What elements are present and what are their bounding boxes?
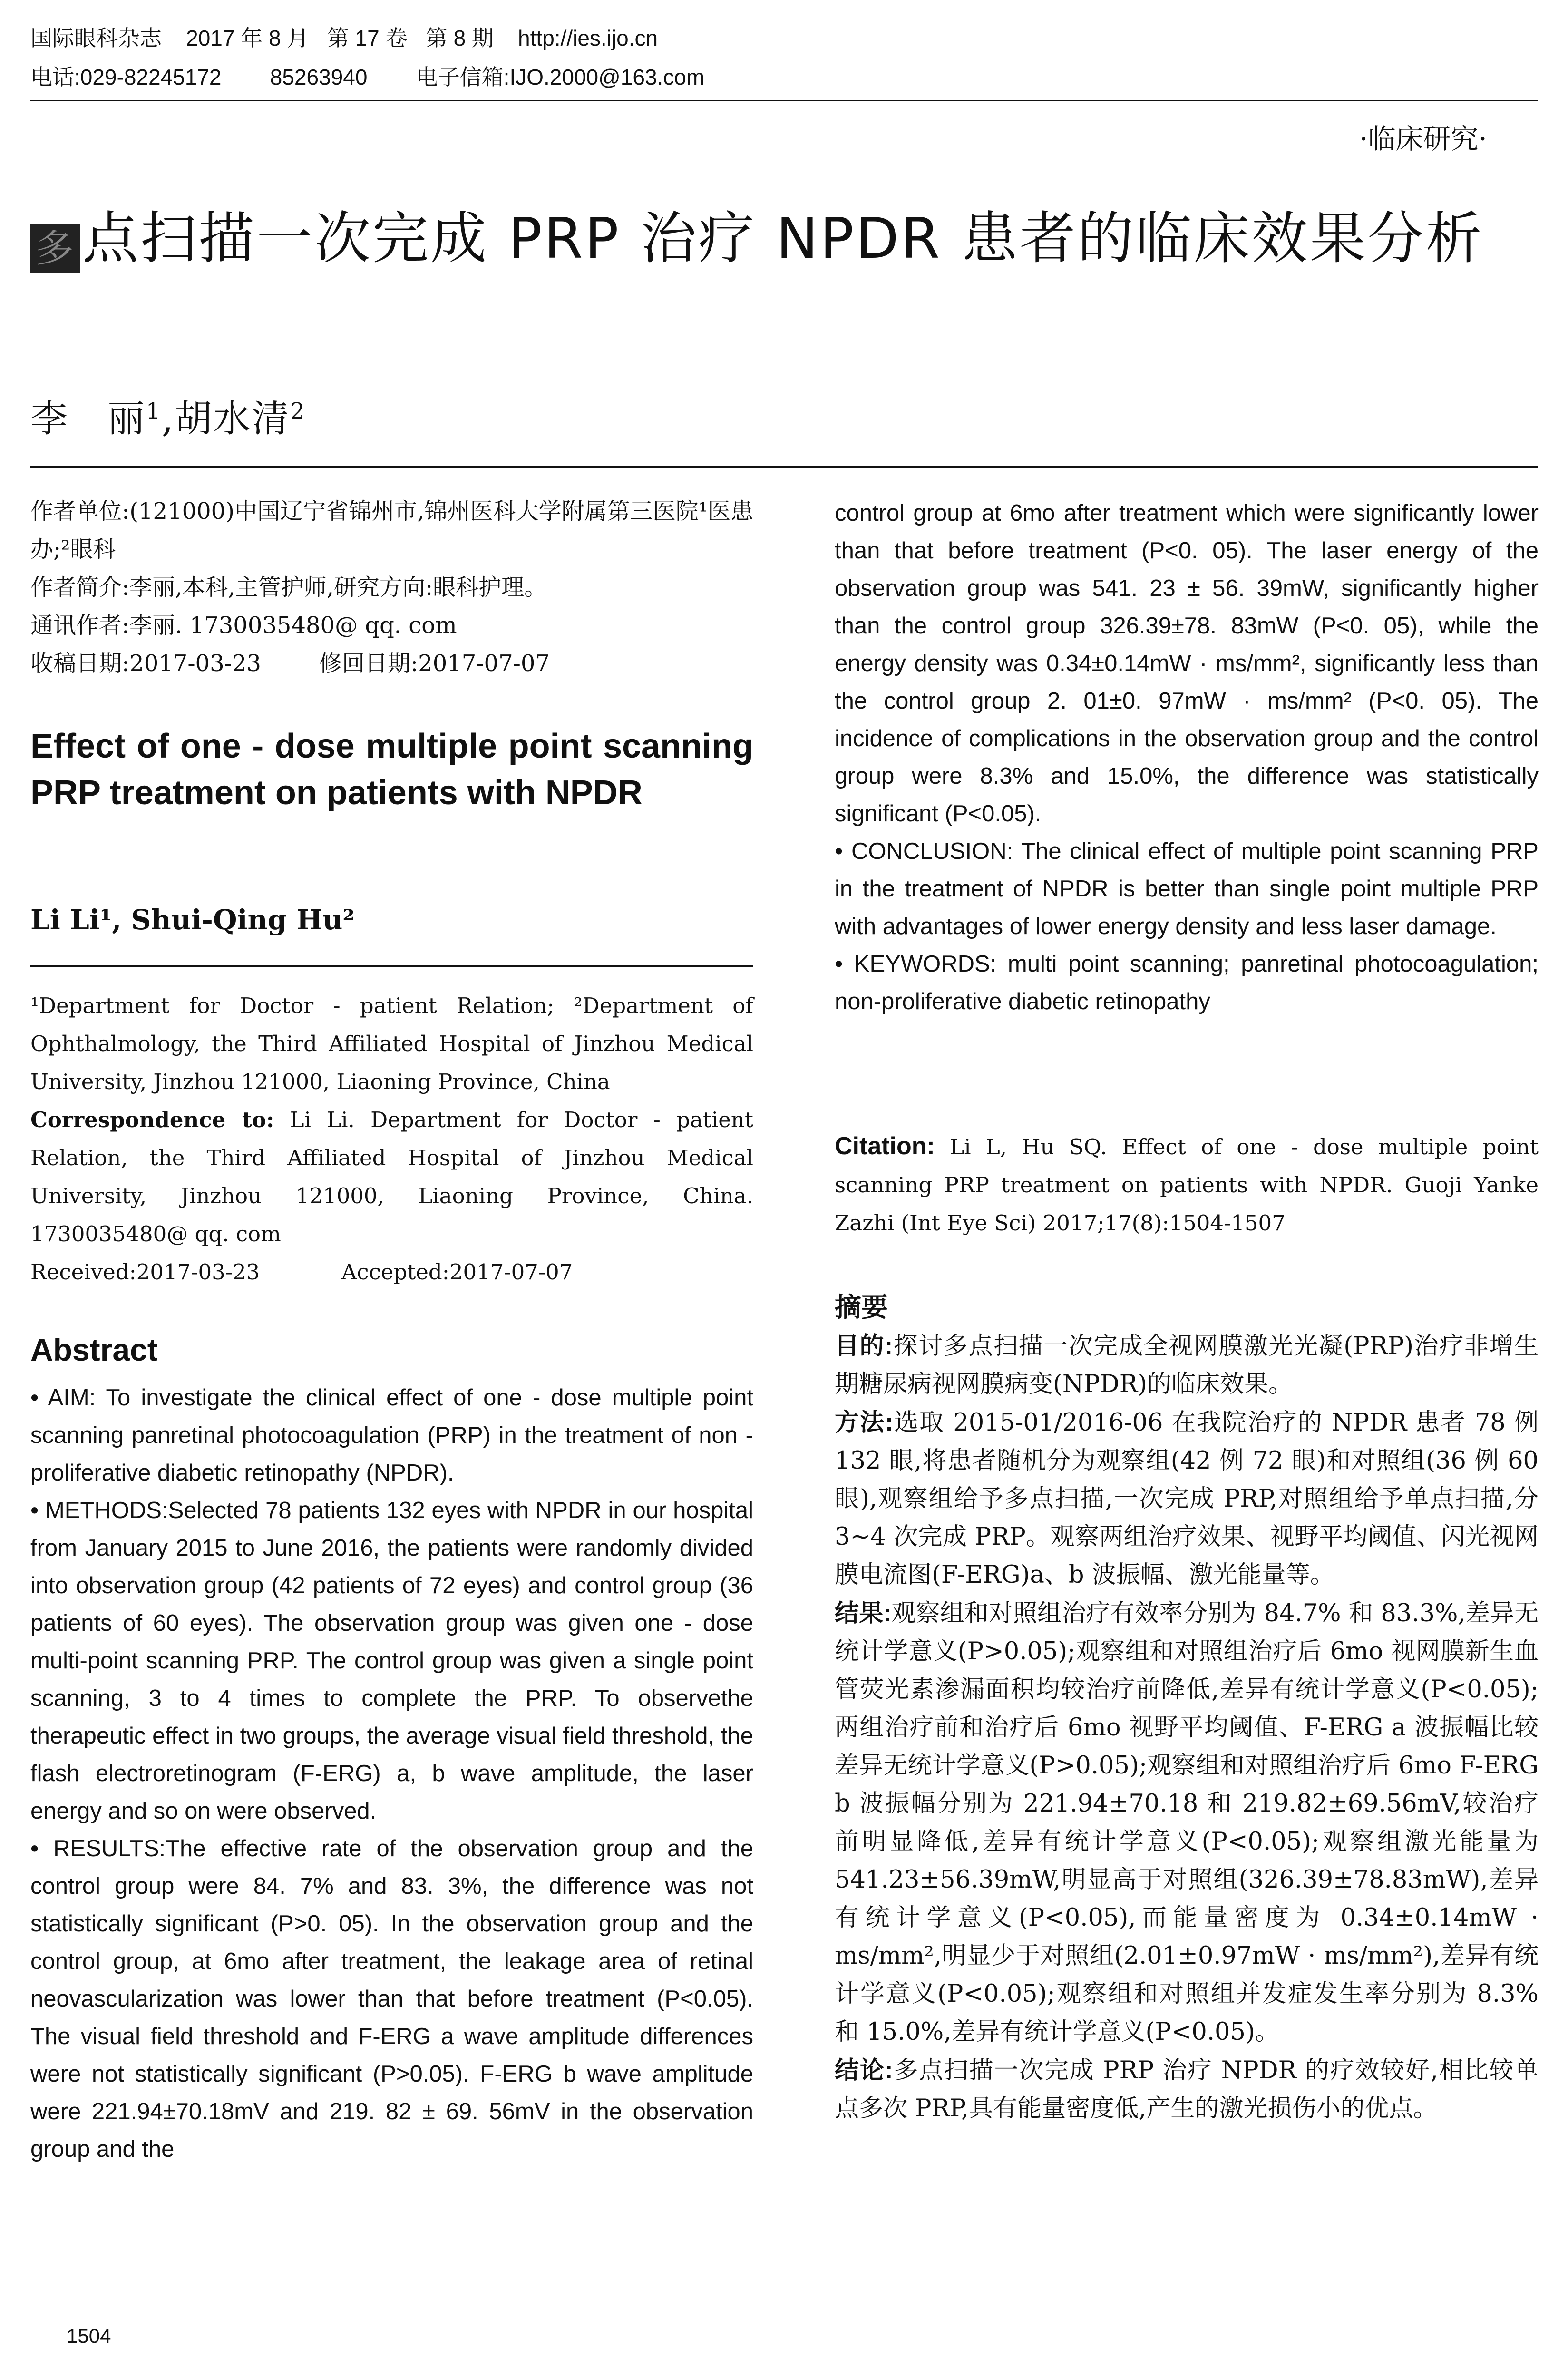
cn-abstract-block bbox=[835, 1327, 1539, 2128]
cn-aim-label: 目的: bbox=[835, 1332, 893, 1359]
cn-methods-label: 方法: bbox=[835, 1409, 894, 1436]
journal-header-line1: 国际眼科杂志 2017 年 8 月 第 17 卷 第 8 期 http://ies.ijo.cn bbox=[30, 26, 658, 50]
citation-label: Citation: bbox=[835, 1132, 935, 1160]
affiliation-cn-bio: 作者简介:李丽,本科,主管护师,研究方向:眼科护理。 bbox=[30, 574, 547, 601]
authors-cn bbox=[30, 389, 306, 442]
affiliation-cn-block bbox=[30, 492, 753, 682]
english-authors: Li Li¹, Shui-Qing Hu² bbox=[30, 904, 355, 936]
citation-block bbox=[835, 1127, 1539, 1242]
cn-aim: 探讨多点扫描一次完成全视网膜激光光凝(PRP)治疗非增生期糖尿病视网膜病变(NPDR)的临床效果。 bbox=[835, 1332, 1539, 1398]
english-affiliation-block bbox=[30, 987, 753, 1291]
cn-conclusion: 多点扫描一次完成 PRP 治疗 NPDR 的疗效较好,相比较单点多次 PRP,具有能量密度低,产生的激光损伤小的优点。 bbox=[835, 2056, 1539, 2123]
page-title bbox=[30, 200, 1538, 277]
correspondence-text: Li Li. Department for Doctor - patient Relation, the Third Affiliated Hospital of Jinzhou Medical University, Jinzhou 121000, Liaoning Province, China. 1730035480@ qq. com bbox=[30, 1107, 753, 1247]
title-text: 点扫描一次完成 PRP 治疗 NPDR 患者的临床效果分析 bbox=[82, 205, 1484, 271]
english-dates: Received:2017-03-23 Accepted:2017-07-07 bbox=[30, 1259, 573, 1285]
affiliation-cn-corr: 通讯作者:李丽. 1730035480@ qq. com bbox=[30, 612, 457, 639]
cn-abstract-heading: 摘要 bbox=[835, 1292, 888, 1322]
title-mark: 多 bbox=[30, 224, 80, 273]
author-cn-2-sup: 2 bbox=[290, 399, 306, 424]
author-cn-1: 李 丽 bbox=[30, 398, 146, 440]
abstract-aim: • AIM: To investigate the clinical effect of one - dose multiple point scanning panretinal photocoagulation (PRP) in the treatment of non - proliferative diabetic retinopathy (NPDR). bbox=[30, 1385, 753, 1486]
journal-header-line2: 电话:029-82245172 85263940 电子信箱:IJO.2000@163.com bbox=[30, 65, 705, 89]
author-cn-1-sup: 1 bbox=[146, 399, 162, 424]
title-rule bbox=[30, 466, 1538, 468]
page-number: 1504 bbox=[67, 2325, 111, 2347]
cn-methods: 选取 2015-01/2016-06 在我院治疗的 NPDR 患者 78 例 132 眼,将患者随机分为观察组(42 例 72 眼)和对照组(36 例 60 眼),观察组给予多点扫描,一次完成 PRP,对照组给予单点扫描,分 3~4 次完成 PRP。观察两组治疗效果、视野平均阈值、闪光视网膜电流图(F-ERG)a、b 波振幅、激光能量等。 bbox=[835, 1409, 1539, 1589]
header-rule bbox=[30, 100, 1538, 101]
abstract-results-part2: control group at 6mo after treatment which were significantly lower than that before treatment (P<0. 05). The laser energy of the observation group was 541. 23 ± 56. 39mW, significantly higher than the control group 326.39±78. 83mW (P<0. 05), while the energy density was 0.34±0.14mW · ms/mm², significantly less than the control group 2. 01±0. 97mW · ms/mm² (P<0. 05). The incidence of complications in the observation group and the control group were 8.3% and 15.0%, the difference was statistically significant (P<0.05). bbox=[835, 500, 1539, 827]
affiliation-cn-unit: 作者单位:(121000)中国辽宁省锦州市,锦州医科大学附属第三医院¹医患办;²眼科 bbox=[30, 498, 753, 563]
author-cn-2: ,胡水清 bbox=[161, 398, 291, 440]
cn-results: 观察组和对照组治疗有效率分别为 84.7% 和 83.3%,差异无统计学意义(P>0.05);观察组和对照组治疗后 6mo 视网膜新生血管荧光素渗漏面积均较治疗前降低,差异有统计学意义(P<0.05);两组治疗前和治疗后 6mo 视野平均阈值、F-ERG a 波振幅比较差异无统计学意义(P>0.05);观察组和对照组治疗后 6mo F-ERG b 波振幅分别为 221.94±70.18 和 219.82±69.56mV,较治疗前明显降低,差异有统计学意义(P<0.05);观察组激光能量为 541.23±56.39mW,明显高于对照组(326.39±78.83mW),差异有统计学意义(P<0.05),而能量密度为 0.34±0.14mW · ms/mm²,明显少于对照组(2.01±0.97mW · ms/mm²),差异有统计学意义(P<0.05);观察组和对照组并发症发生率分别为 8.3% 和 15.0%,差异有统计学意义(P<0.05)。 bbox=[835, 1599, 1539, 2046]
cn-conclusion-label: 结论: bbox=[835, 2056, 893, 2084]
affil-rule bbox=[30, 965, 753, 967]
correspondence-label: Correspondence to: bbox=[30, 1107, 274, 1132]
abstract-heading: Abstract bbox=[30, 1332, 158, 1367]
english-affiliation: ¹Department for Doctor - patient Relation; ²Department of Ophthalmology, the Third Affiliated Hospital of Jinzhou Medical University, Jinzhou 121000, Liaoning Province, China bbox=[30, 993, 753, 1094]
abstract-methods: • METHODS:Selected 78 patients 132 eyes with NPDR in our hospital from January 2015 to June 2016, the patients were randomly divided into observation group (42 patients of 72 eyes) and control group (36 patients of 60 eyes). The observation group was given one - dose multi-point scanning PRP. The control group was given a single point scanning, 3 to 4 times to complete the PRP. To observethe therapeutic effect in two groups, the average visual field threshold, the flash electroretinogram (F-ERG) a, b wave amplitude, the laser energy and so on were observed. bbox=[30, 1498, 753, 1824]
abstract-left-block bbox=[30, 1379, 753, 2168]
section-tag: ·临床研究· bbox=[1359, 123, 1487, 155]
abstract-right-block bbox=[835, 495, 1539, 1021]
citation-text: Li L, Hu SQ. Effect of one - dose multiple point scanning PRP treatment on patients with NPDR. Guoji Yanke Zazhi (Int Eye Sci) 2017;17(8):1504-1507 bbox=[835, 1134, 1539, 1236]
abstract-conclusion: • CONCLUSION: The clinical effect of multiple point scanning PRP in the treatment of NPDR is better than single point multiple PRP with advantages of lower energy density and less laser damage. bbox=[835, 838, 1539, 939]
abstract-results-part1: • RESULTS:The effective rate of the observation group and the control group were 84. 7% and 83. 3%, the difference was not statistically significant (P>0. 05). In the observation group and the control group, at 6mo after treatment, the leakage area of retinal neovascularization was lower than that before treatment (P<0.05). The visual field threshold and F-ERG a wave amplitude differences were not statistically significant (P>0.05). F-ERG b wave amplitude were 221.94±70.18mV and 219. 82 ± 69. 56mV in the observation group and the bbox=[30, 1836, 753, 2162]
cn-results-label: 结果: bbox=[835, 1599, 892, 1627]
affiliation-cn-dates: 收稿日期:2017-03-23 修回日期:2017-07-07 bbox=[30, 650, 550, 677]
abstract-keywords: • KEYWORDS: multi point scanning; panretinal photocoagulation; non-proliferative diabetic retinopathy bbox=[835, 951, 1539, 1014]
english-title: Effect of one - dose multiple point scanning PRP treatment on patients with NPDR bbox=[30, 727, 753, 812]
